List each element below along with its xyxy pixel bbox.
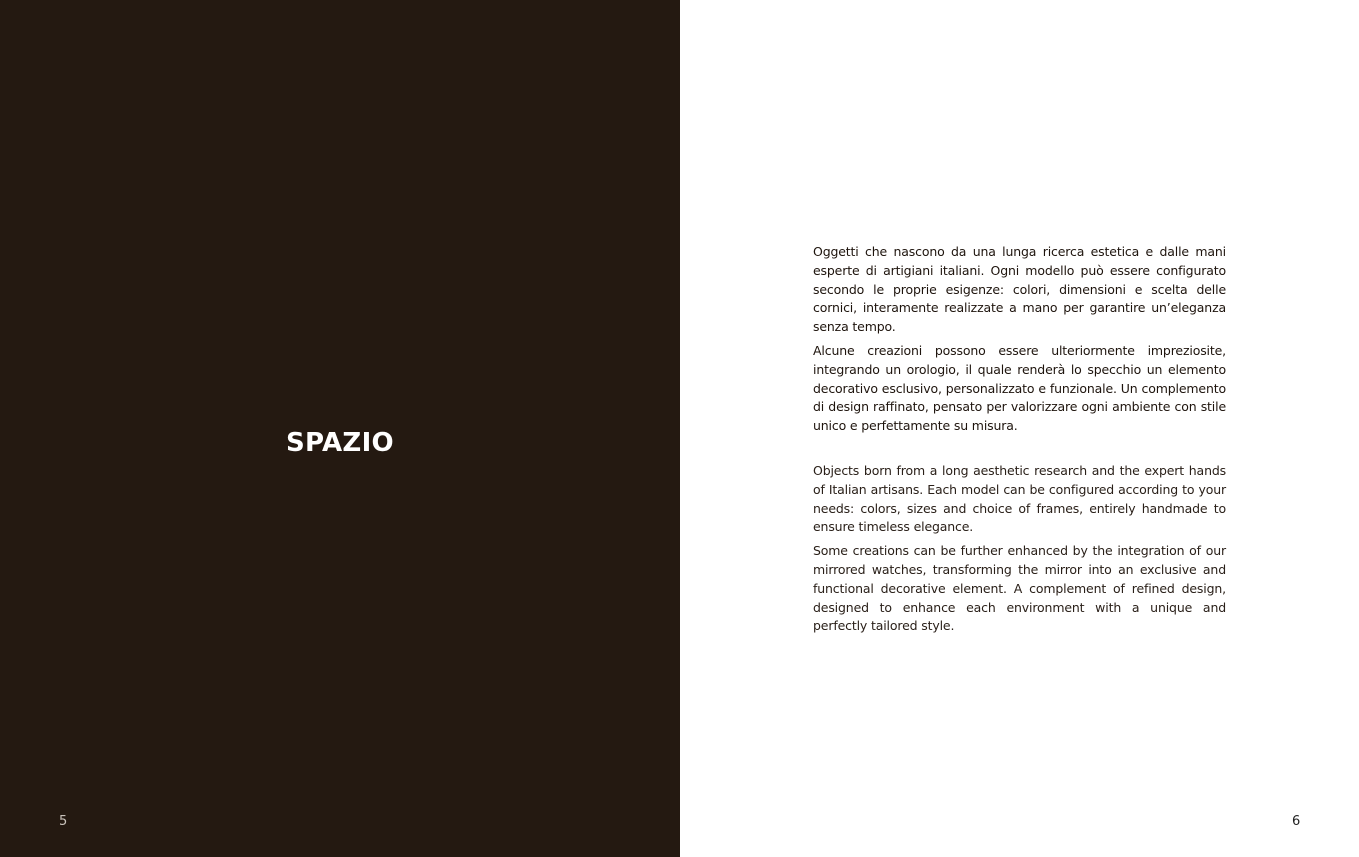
english-paragraph-1: Objects born from a long aesthetic research and the expert hands of Italian artisans. Each model can be configured according to your needs: colors, sizes and choice of frames, entirely handmade to ensure timeless elegance.	[813, 463, 1226, 535]
english-text-block	[813, 462, 1226, 641]
page-number-left: 5	[59, 814, 68, 829]
italian-paragraph-2: Alcune creazioni possono essere ulteriormente impreziosite, integrando un orologio, il quale renderà lo specchio un elemento decorativo esclusivo, personalizzato e funzionale. Un complemento di design raffinato, pensato per valorizzare ogni ambiente con stile unico e perfettamente su misura.	[813, 342, 1226, 434]
right-page	[680, 0, 1359, 857]
italian-text-block	[813, 243, 1226, 441]
italian-paragraph-1: Oggetti che nascono da una lunga ricerca estetica e dalle mani esperte di artigiani italiani. Ogni modello può essere configurato secondo le proprie esigenze: colori, dimensioni e scelta delle cornici, interamente realizzate a mano per garantire un’eleganza senza tempo.	[813, 244, 1226, 335]
section-title: SPAZIO	[286, 428, 394, 458]
page-number-right: 6	[1292, 814, 1301, 829]
english-paragraph-2: Some creations can be further enhanced by the integration of our mirrored watches, transforming the mirror into an exclusive and functional decorative element. A complement of refined design, designed to enhance each environment with a unique and perfectly tailored style.	[813, 543, 1226, 634]
